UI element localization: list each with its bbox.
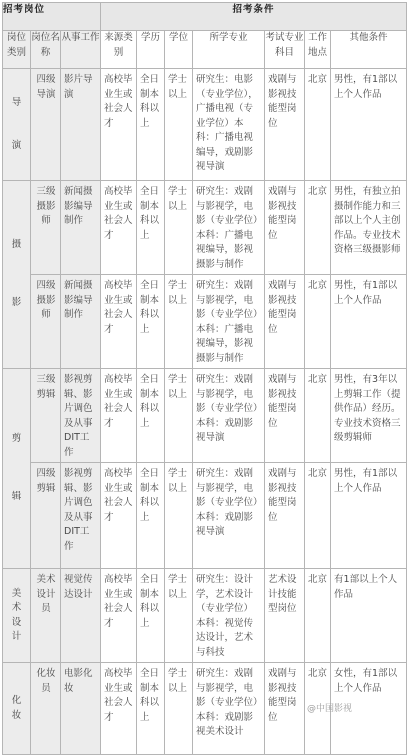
major-cell: 研究生：电影（专业学位），广播电视（专业学位）本科：广播电视编导，戏剧影视导演 <box>193 69 265 181</box>
table-row <box>3 181 407 275</box>
location-cell: 北京 <box>305 569 331 663</box>
education-cell: 全日制本科以上 <box>137 569 165 663</box>
degree-cell: 学士以上 <box>165 569 193 663</box>
exam-cell: 艺术设计技能型岗位 <box>265 569 305 663</box>
source-cell: 高校毕业生或社会人才 <box>101 369 137 463</box>
education-cell: 全日制本科以上 <box>137 663 165 755</box>
category-cell: 导 演 <box>3 69 31 181</box>
major-cell: 研究生：戏剧与影视学，电影（专业学位）本科：广播电视编导，影视摄影与制作 <box>193 275 265 369</box>
category-cell: 摄 影 <box>3 181 31 369</box>
category-cell: 剪 辑 <box>3 369 31 569</box>
col-header-category: 岗位类别 <box>3 31 31 69</box>
major-cell: 研究生：戏剧与影视学，电影（专业学位）本科：戏剧影视导演 <box>193 369 265 463</box>
col-header-source: 来源类别 <box>101 31 137 69</box>
work-cell: 新闻摄影编导制作 <box>61 275 101 369</box>
col-header-major: 所学专业 <box>193 31 265 69</box>
location-cell: 北京 <box>305 69 331 181</box>
other-cell: 男性，有1部以上个人作品 <box>331 463 407 569</box>
col-header-exam: 考试专业科目 <box>265 31 305 69</box>
col-header-other: 其他条件 <box>331 31 407 69</box>
position-name-cell: 三级摄影师 <box>31 181 61 275</box>
position-name-cell: 三级剪辑 <box>31 369 61 463</box>
education-cell: 全日制本科以上 <box>137 69 165 181</box>
location-cell: 北京 <box>305 369 331 463</box>
education-cell: 全日制本科以上 <box>137 181 165 275</box>
major-cell: 研究生：戏剧与影视学，电影（专业学位）本科：广播电视编导，影视摄影与制作 <box>193 181 265 275</box>
exam-cell: 戏剧与影视技能型岗位 <box>265 663 305 755</box>
source-cell: 高校毕业生或社会人才 <box>101 69 137 181</box>
work-cell: 影视剪辑、影片调色及从事DIT工作 <box>61 463 101 569</box>
other-cell: 男性，有3年以上剪辑工作（提供作品）经历。专业技术资格三级剪辑师 <box>331 369 407 463</box>
degree-cell: 学士以上 <box>165 463 193 569</box>
category-cell: 美 术 设 计 <box>3 569 31 663</box>
exam-cell: 戏剧与影视技能型岗位 <box>265 275 305 369</box>
position-name-cell: 化妆员 <box>31 663 61 755</box>
degree-cell: 学士以上 <box>165 369 193 463</box>
location-cell: 北京 <box>305 181 331 275</box>
exam-cell: 戏剧与影视技能型岗位 <box>265 69 305 181</box>
exam-cell: 戏剧与影视技能型岗位 <box>265 463 305 569</box>
conditions-group-header: 招考条件 <box>101 3 407 31</box>
source-cell: 高校毕业生或社会人才 <box>101 181 137 275</box>
source-cell: 高校毕业生或社会人才 <box>101 275 137 369</box>
col-header-position-name: 岗位名称 <box>31 31 61 69</box>
source-cell: 高校毕业生或社会人才 <box>101 663 137 755</box>
other-cell: 女性，有1部以上个人作品 <box>331 663 407 755</box>
other-cell: 男性，有1部以上个人作品 <box>331 69 407 181</box>
work-cell: 电影化妆 <box>61 663 101 755</box>
table-row <box>3 463 407 569</box>
exam-cell: 戏剧与影视技能型岗位 <box>265 369 305 463</box>
col-header-education: 学历 <box>137 31 165 69</box>
major-cell: 研究生：戏剧与影视学，电影（专业学位）本科：戏剧影视美术设计 <box>193 663 265 755</box>
location-cell: 北京 <box>305 275 331 369</box>
major-cell: 研究生：戏剧与影视学，电影（专业学位）本科：戏剧影视导演 <box>193 463 265 569</box>
degree-cell: 学士以上 <box>165 275 193 369</box>
other-cell: 男性，有1部以上个人作品 <box>331 275 407 369</box>
source-cell: 高校毕业生或社会人才 <box>101 463 137 569</box>
watermark: @中国影视 <box>306 704 352 714</box>
work-cell: 新闻摄影编导制作 <box>61 181 101 275</box>
position-name-cell: 美术设计员 <box>31 569 61 663</box>
education-cell: 全日制本科以上 <box>137 463 165 569</box>
col-header-work: 从事工作 <box>61 31 101 69</box>
degree-cell: 学士以上 <box>165 181 193 275</box>
table-row <box>3 275 407 369</box>
degree-cell: 学士以上 <box>165 663 193 755</box>
position-group-header: 招考岗位 <box>3 3 101 31</box>
location-cell: 北京 <box>305 463 331 569</box>
education-cell: 全日制本科以上 <box>137 275 165 369</box>
table-row <box>3 369 407 463</box>
location-cell: 北京 <box>305 663 331 755</box>
position-name-cell: 四级剪辑 <box>31 463 61 569</box>
work-cell: 视觉传达设计 <box>61 569 101 663</box>
position-name-cell: 四级导演 <box>31 69 61 181</box>
table-row <box>3 569 407 663</box>
work-cell: 影片导演 <box>61 69 101 181</box>
work-cell: 影视剪辑、影片调色及从事DIT工作 <box>61 369 101 463</box>
col-header-location: 工作地点 <box>305 31 331 69</box>
table-row <box>3 69 407 181</box>
other-cell: 男性，有独立拍摄制作能力和三部以上个人主创作品。专业技术资格三级摄影师 <box>331 181 407 275</box>
major-cell: 研究生：设计学，艺术设计（专业学位）本科：视觉传达设计，艺术与科技 <box>193 569 265 663</box>
education-cell: 全日制本科以上 <box>137 369 165 463</box>
recruitment-table <box>2 2 407 755</box>
other-cell: 有1部以上个人作品 <box>331 569 407 663</box>
source-cell: 高校毕业生或社会人才 <box>101 569 137 663</box>
degree-cell: 学士以上 <box>165 69 193 181</box>
position-name-cell: 四级摄影师 <box>31 275 61 369</box>
col-header-degree: 学位 <box>165 31 193 69</box>
exam-cell: 戏剧与影视技能型岗位 <box>265 181 305 275</box>
category-cell: 化 妆 <box>3 663 31 755</box>
